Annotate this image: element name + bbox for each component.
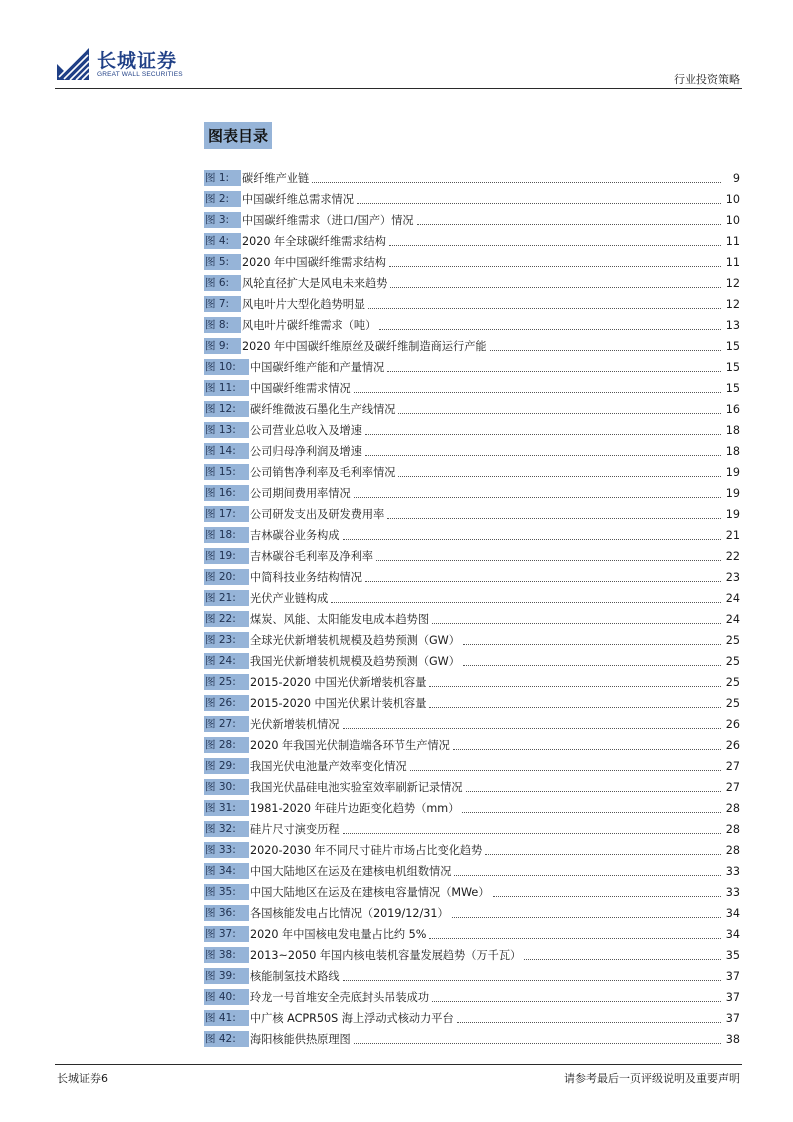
figure-title: 1981-2020 年硅片边距变化趋势（mm） bbox=[250, 802, 460, 815]
toc-entry[interactable] bbox=[204, 1026, 740, 1047]
dot-leader bbox=[429, 706, 721, 708]
page-number: 37 bbox=[725, 970, 740, 983]
figure-title: 我国光伏新增装机规模及趋势预测（GW） bbox=[250, 655, 460, 668]
figure-title: 中广核 ACPR50S 海上浮动式核动力平台 bbox=[250, 1012, 454, 1025]
figure-title: 2020 年中国碳纤维需求结构 bbox=[242, 256, 386, 269]
figure-title: 硅片尺寸演变历程 bbox=[250, 823, 340, 836]
dot-leader bbox=[343, 538, 721, 540]
figure-title: 吉林碳谷毛利率及净利率 bbox=[250, 550, 374, 563]
toc-entry[interactable] bbox=[204, 774, 740, 795]
page-number: 33 bbox=[725, 886, 740, 899]
figure-title: 公司归母净利润及增速 bbox=[250, 445, 362, 458]
figure-number: 图 34: bbox=[204, 863, 249, 879]
toc-entry[interactable] bbox=[204, 291, 740, 312]
dot-leader bbox=[312, 181, 721, 183]
figure-number: 图 25: bbox=[204, 674, 249, 690]
figure-title: 我国光伏晶硅电池实验室效率刷新记录情况 bbox=[250, 781, 463, 794]
page-number: 27 bbox=[725, 760, 740, 773]
toc-entry[interactable] bbox=[204, 396, 740, 417]
figure-number: 图 29: bbox=[204, 758, 249, 774]
toc-entry[interactable] bbox=[204, 795, 740, 816]
page-number: 15 bbox=[725, 340, 740, 353]
dot-leader bbox=[354, 391, 721, 393]
footer-company-page: 长城证券6 bbox=[57, 1072, 108, 1085]
page-number: 9 bbox=[732, 172, 740, 185]
figure-title: 中国碳纤维产能和产量情况 bbox=[250, 361, 385, 374]
page-number: 25 bbox=[725, 655, 740, 668]
figure-title: 2020 年我国光伏制造端各环节生产情况 bbox=[250, 739, 450, 752]
page-number: 23 bbox=[725, 571, 740, 584]
dot-leader bbox=[368, 307, 721, 309]
figure-number: 图 7: bbox=[204, 296, 241, 312]
figure-number: 图 35: bbox=[204, 884, 249, 900]
page-number: 25 bbox=[725, 634, 740, 647]
figure-number: 图 39: bbox=[204, 968, 249, 984]
dot-leader bbox=[452, 916, 721, 918]
dot-leader bbox=[493, 895, 721, 897]
toc-entry[interactable] bbox=[204, 963, 740, 984]
dot-leader bbox=[389, 265, 721, 267]
figure-title: 公司营业总收入及增速 bbox=[250, 424, 362, 437]
figure-number: 图 14: bbox=[204, 443, 249, 459]
header-divider bbox=[55, 88, 742, 89]
toc-entry[interactable] bbox=[204, 522, 740, 543]
figure-title: 玲龙一号首堆安全壳底封头吊装成功 bbox=[250, 991, 430, 1004]
figure-number: 图 36: bbox=[204, 905, 249, 921]
figure-number: 图 22: bbox=[204, 611, 249, 627]
figure-number: 图 11: bbox=[204, 380, 249, 396]
dot-leader bbox=[357, 202, 721, 204]
figure-number: 图 10: bbox=[204, 359, 249, 375]
figure-number: 图 42: bbox=[204, 1031, 249, 1047]
page-number: 37 bbox=[725, 991, 740, 1004]
figure-number: 图 24: bbox=[204, 653, 249, 669]
company-logo bbox=[55, 46, 195, 82]
dot-leader bbox=[365, 433, 721, 435]
figure-title: 中国碳纤维需求（进口/国产）情况 bbox=[242, 214, 414, 227]
figure-title: 中简科技业务结构情况 bbox=[250, 571, 362, 584]
figure-list bbox=[204, 165, 740, 1047]
dot-leader bbox=[432, 622, 721, 624]
toc-entry[interactable] bbox=[204, 585, 740, 606]
toc-entry[interactable] bbox=[204, 711, 740, 732]
dot-leader bbox=[390, 286, 721, 288]
dot-leader bbox=[485, 853, 721, 855]
dot-leader bbox=[462, 811, 721, 813]
page-number: 15 bbox=[725, 361, 740, 374]
page-number: 25 bbox=[725, 697, 740, 710]
figure-title: 2015-2020 中国光伏累计装机容量 bbox=[250, 697, 427, 710]
page-number: 10 bbox=[725, 193, 740, 206]
figure-title: 光伏新增装机情况 bbox=[250, 718, 340, 731]
figure-title: 公司销售净利率及毛利率情况 bbox=[250, 466, 396, 479]
figure-title: 各国核能发电占比情况（2019/12/31） bbox=[250, 907, 449, 920]
figure-title: 风轮直径扩大是风电未来趋势 bbox=[242, 277, 388, 290]
page-number: 26 bbox=[725, 739, 740, 752]
figure-number: 图 41: bbox=[204, 1010, 249, 1026]
logo-english-name: GREAT WALL SECURITIES bbox=[97, 71, 183, 78]
page-number: 18 bbox=[725, 445, 740, 458]
dot-leader bbox=[410, 769, 721, 771]
page-number: 28 bbox=[725, 802, 740, 815]
figure-title: 2020 年中国碳纤维原丝及碳纤维制造商运行产能 bbox=[242, 340, 487, 353]
toc-entry[interactable] bbox=[204, 459, 740, 480]
figure-title: 风电叶片碳纤维需求（吨） bbox=[242, 319, 377, 332]
page-number: 21 bbox=[725, 529, 740, 542]
page-number: 25 bbox=[725, 676, 740, 689]
page-number: 12 bbox=[725, 277, 740, 290]
toc-entry[interactable] bbox=[204, 354, 740, 375]
figure-number: 图 5: bbox=[204, 254, 241, 270]
page-number: 26 bbox=[725, 718, 740, 731]
dot-leader bbox=[453, 748, 721, 750]
figure-title: 2013~2050 年国内核电装机容量发展趋势（万千瓦） bbox=[250, 949, 522, 962]
toc-entry[interactable] bbox=[204, 438, 740, 459]
toc-entry[interactable] bbox=[204, 249, 740, 270]
dot-leader bbox=[365, 580, 721, 582]
dot-leader bbox=[389, 244, 721, 246]
toc-entry[interactable] bbox=[204, 858, 740, 879]
footer-divider bbox=[55, 1064, 742, 1065]
figure-number: 图 40: bbox=[204, 989, 249, 1005]
figure-number: 图 37: bbox=[204, 926, 249, 942]
page-number: 10 bbox=[725, 214, 740, 227]
toc-entry[interactable] bbox=[204, 543, 740, 564]
figure-number: 图 28: bbox=[204, 737, 249, 753]
toc-entry[interactable] bbox=[204, 207, 740, 228]
figure-number: 图 38: bbox=[204, 947, 249, 963]
page-number: 24 bbox=[725, 592, 740, 605]
figure-title: 煤炭、风能、太阳能发电成本趋势图 bbox=[250, 613, 430, 626]
dot-leader bbox=[379, 328, 721, 330]
toc-entry[interactable] bbox=[204, 753, 740, 774]
toc-entry[interactable] bbox=[204, 564, 740, 585]
figure-title: 中国大陆地区在运及在建核电容量情况（MWe） bbox=[250, 886, 490, 899]
toc-entry[interactable] bbox=[204, 501, 740, 522]
figure-title: 碳纤维产业链 bbox=[242, 172, 310, 185]
dot-leader bbox=[524, 958, 721, 960]
toc-entry[interactable] bbox=[204, 480, 740, 501]
dot-leader bbox=[365, 454, 721, 456]
toc-entry[interactable] bbox=[204, 228, 740, 249]
figure-title: 2020 年中国核电发电量占比约 5% bbox=[250, 928, 427, 941]
toc-entry[interactable] bbox=[204, 375, 740, 396]
page-number: 24 bbox=[725, 613, 740, 626]
great-wall-logo-icon bbox=[55, 46, 91, 82]
toc-entry[interactable] bbox=[204, 669, 740, 690]
toc-entry[interactable] bbox=[204, 900, 740, 921]
page-header bbox=[0, 0, 793, 90]
dot-leader bbox=[354, 1042, 721, 1044]
figure-title: 中国碳纤维需求情况 bbox=[250, 382, 351, 395]
page-number: 33 bbox=[725, 865, 740, 878]
toc-entry[interactable] bbox=[204, 648, 740, 669]
toc-entry[interactable] bbox=[204, 627, 740, 648]
figure-title: 2015-2020 中国光伏新增装机容量 bbox=[250, 676, 427, 689]
toc-entry[interactable] bbox=[204, 690, 740, 711]
page-number: 19 bbox=[725, 508, 740, 521]
page-number: 37 bbox=[725, 1012, 740, 1025]
toc-entry[interactable] bbox=[204, 417, 740, 438]
figure-number: 图 15: bbox=[204, 464, 249, 480]
dot-leader bbox=[466, 790, 721, 792]
dot-leader bbox=[457, 1021, 721, 1023]
dot-leader bbox=[429, 937, 721, 939]
page-number: 19 bbox=[725, 466, 740, 479]
figure-number: 图 2: bbox=[204, 191, 241, 207]
dot-leader bbox=[331, 601, 721, 603]
figure-number: 图 21: bbox=[204, 590, 249, 606]
toc-entry[interactable] bbox=[204, 186, 740, 207]
page-number: 34 bbox=[725, 907, 740, 920]
figure-number: 图 9: bbox=[204, 338, 241, 354]
toc-entry[interactable] bbox=[204, 732, 740, 753]
figure-title: 风电叶片大型化趋势明显 bbox=[242, 298, 366, 311]
page-number: 27 bbox=[725, 781, 740, 794]
dot-leader bbox=[343, 979, 721, 981]
dot-leader bbox=[354, 496, 721, 498]
section-title: 图表目录 bbox=[204, 122, 272, 149]
logo-chinese-name: 长城证券 bbox=[97, 50, 178, 72]
figure-title: 吉林碳谷业务构成 bbox=[250, 529, 340, 542]
page-number: 22 bbox=[725, 550, 740, 563]
dot-leader bbox=[432, 1000, 721, 1002]
toc-entry[interactable] bbox=[204, 165, 740, 186]
dot-leader bbox=[343, 832, 721, 834]
figure-number: 图 1: bbox=[204, 170, 241, 186]
figure-number: 图 17: bbox=[204, 506, 249, 522]
toc-entry[interactable] bbox=[204, 837, 740, 858]
page-number: 28 bbox=[725, 844, 740, 857]
page-number: 19 bbox=[725, 487, 740, 500]
dot-leader bbox=[463, 664, 721, 666]
page-number: 34 bbox=[725, 928, 740, 941]
toc-entry[interactable] bbox=[204, 879, 740, 900]
toc-entry[interactable] bbox=[204, 816, 740, 837]
dot-leader bbox=[463, 643, 721, 645]
figure-number: 图 6: bbox=[204, 275, 241, 291]
figure-number: 图 33: bbox=[204, 842, 249, 858]
figure-title: 公司研发支出及研发费用率 bbox=[250, 508, 385, 521]
page-number: 15 bbox=[725, 382, 740, 395]
figure-title: 中国碳纤维总需求情况 bbox=[242, 193, 354, 206]
toc-entry[interactable] bbox=[204, 606, 740, 627]
figure-title: 2020 年全球碳纤维需求结构 bbox=[242, 235, 386, 248]
figure-title: 核能制氢技术路线 bbox=[250, 970, 340, 983]
figure-number: 图 19: bbox=[204, 548, 249, 564]
figure-title: 我国光伏电池量产效率变化情况 bbox=[250, 760, 407, 773]
figure-number: 图 16: bbox=[204, 485, 249, 501]
toc-entry[interactable] bbox=[204, 921, 740, 942]
footer-disclaimer: 请参考最后一页评级说明及重要声明 bbox=[564, 1072, 740, 1085]
report-type: 行业投资策略 bbox=[674, 73, 740, 86]
page-number: 11 bbox=[725, 235, 740, 248]
figure-number: 图 8: bbox=[204, 317, 241, 333]
figure-title: 碳纤维微波石墨化生产线情况 bbox=[250, 403, 396, 416]
figure-number: 图 27: bbox=[204, 716, 249, 732]
figure-title: 中国大陆地区在运及在建核电机组数情况 bbox=[250, 865, 452, 878]
dot-leader bbox=[387, 517, 721, 519]
figure-title: 全球光伏新增装机规模及趋势预测（GW） bbox=[250, 634, 460, 647]
figure-number: 图 30: bbox=[204, 779, 249, 795]
dot-leader bbox=[398, 412, 721, 414]
figure-title: 光伏产业链构成 bbox=[250, 592, 329, 605]
page-number: 35 bbox=[725, 949, 740, 962]
toc-entry[interactable] bbox=[204, 984, 740, 1005]
page-number: 38 bbox=[725, 1033, 740, 1046]
page-number: 28 bbox=[725, 823, 740, 836]
toc-entry[interactable] bbox=[204, 270, 740, 291]
page-number: 12 bbox=[725, 298, 740, 311]
dot-leader bbox=[343, 727, 721, 729]
figure-number: 图 31: bbox=[204, 800, 249, 816]
page-number: 18 bbox=[725, 424, 740, 437]
page-number: 16 bbox=[725, 403, 740, 416]
page-number: 11 bbox=[725, 256, 740, 269]
toc-entry[interactable] bbox=[204, 942, 740, 963]
toc-entry[interactable] bbox=[204, 333, 740, 354]
figure-number: 图 13: bbox=[204, 422, 249, 438]
dot-leader bbox=[490, 349, 721, 351]
dot-leader bbox=[376, 559, 721, 561]
dot-leader bbox=[398, 475, 721, 477]
figure-title: 公司期间费用率情况 bbox=[250, 487, 351, 500]
dot-leader bbox=[417, 223, 721, 225]
page-number: 13 bbox=[725, 319, 740, 332]
dot-leader bbox=[454, 874, 721, 876]
toc-entry[interactable] bbox=[204, 1005, 740, 1026]
toc-entry[interactable] bbox=[204, 312, 740, 333]
figure-number: 图 32: bbox=[204, 821, 249, 837]
figure-number: 图 26: bbox=[204, 695, 249, 711]
figure-number: 图 18: bbox=[204, 527, 249, 543]
figure-title: 2020-2030 年不同尺寸硅片市场占比变化趋势 bbox=[250, 844, 483, 857]
figure-title: 海阳核能供热原理图 bbox=[250, 1033, 351, 1046]
figure-number: 图 4: bbox=[204, 233, 241, 249]
figure-number: 图 20: bbox=[204, 569, 249, 585]
figure-number: 图 12: bbox=[204, 401, 249, 417]
dot-leader bbox=[387, 370, 721, 372]
figure-number: 图 23: bbox=[204, 632, 249, 648]
dot-leader bbox=[429, 685, 721, 687]
figure-number: 图 3: bbox=[204, 212, 241, 228]
